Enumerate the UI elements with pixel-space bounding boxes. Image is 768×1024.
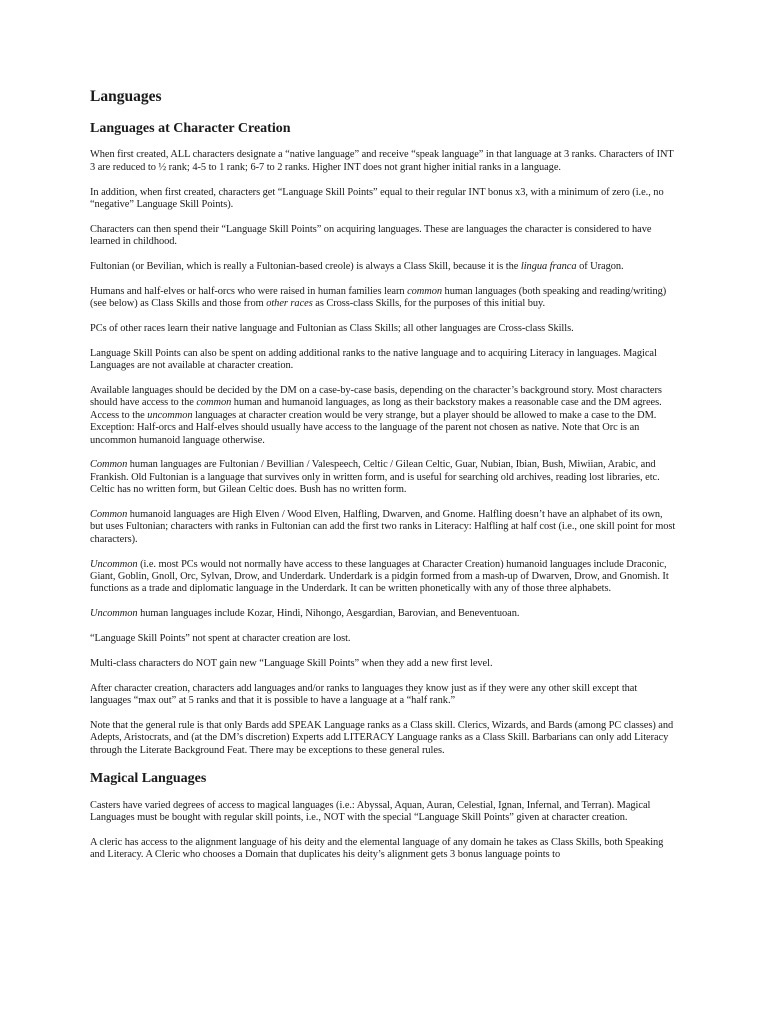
paragraph: Multi-class characters do NOT gain new “Language Skill Points” when they add a new first level. [90,657,493,669]
paragraph: Common humanoid languages are High Elven / Wood Elven, Halfling, Dwarven, and Gnome. Halfling doesn’t have an alphabet of its own, but uses Fultonian; characters with ranks in Fultonian can add the first two ranks in Literacy: Halfling at half cost (i.e., one skill point for most characters). [90,509,676,545]
document-page [90,88,678,874]
paragraph: “Language Skill Points” not spent at character creation are lost. [90,633,351,645]
paragraph: Uncommon human languages include Kozar, Hindi, Nihongo, Aesgardian, Barovian, and Beneventuoan. [90,608,520,620]
paragraph: Characters can then spend their “Language Skill Points” on acquiring languages. These are languages the character is considered to have learned in childhood. [90,223,652,248]
paragraph: When first created, ALL characters designate a “native language” and receive “speak language” in that language at 3 ranks. Characters of INT 3 are reduced to ½ rank; 4-5 to 1 rank; 6-7 to 2 ranks. Higher INT does not grant higher initial ranks in a language. [90,149,674,173]
section-heading-magical-languages: Magical Languages [90,771,207,787]
paragraph: In addition, when first created, characters get “Language Skill Points” equal to their regular INT bonus x3, with a minimum of zero (i.e., no “negative” Language Skill Points). [90,186,664,210]
section-heading-character-creation: Languages at Character Creation [90,120,291,136]
paragraph: After character creation, characters add languages and/or ranks to languages they know just as if they were any other skill except that languages “max out” at 5 ranks and that it is possible to have a language at a “half rank.” [90,682,638,707]
paragraph: Humans and half-elves or half-orcs who were raised in human families learn common human languages (both speaking and reading/writing) (see below) as Class Skills and those from other races as Cross-class Skills, for the purposes of this initial buy. [90,285,667,310]
page-title: Languages [90,88,162,105]
paragraph: PCs of other races learn their native language and Fultonian as Class Skills; all other languages are Cross-class Skills. [90,323,574,334]
paragraph: A cleric has access to the alignment language of his deity and the elemental language of any domain he takes as Class Skills, both Speaking and Literacy. A Cleric who chooses a Domain that duplicates his deity’s alignment gets 3 bonus language points to [90,837,664,861]
paragraph: Uncommon (i.e. most PCs would not normally have access to these languages at Character Creation) humanoid languages include Draconic, Giant, Goblin, Gnoll, Orc, Sylvan, Drow, and Underdark. Underdark is a pidgin formed from a mash-up of Dwarven, Drow, and Gnomish. It functions as a trade and diplomatic language in the Underdark. It can be written phonetically with any of those three alphabets. [90,558,669,595]
paragraph: Common human languages are Fultonian / Bevillian / Valespeech, Celtic / Gilean Celtic, Guar, Nubian, Ibian, Bush, Miwiian, Arabic, and Frankish. Old Fultonian is a language that survives only in written form, and is useful for searching old archives, reading lost libraries, etc. Celtic has no written form, but Gilean Celtic does. Bush has no written form. [90,459,660,496]
paragraph: Available languages should be decided by the DM on a case-by-case basis, depending on the character’s background story. Most characters should have access to the common human and humanoid languages, as long as their backstory makes a reasonable case and the DM agrees. Access to the uncommon languages at character creation would be very strange, but a player should be allowed to make a case to the DM. Exception: Half-orcs and Half-elves should usually have access to the language of the parent not chosen as native. Note that Orc is an uncommon humanoid language otherwise. [90,385,662,446]
paragraph: Casters have varied degrees of access to magical languages (i.e.: Abyssal, Aquan, Auran, Celestial, Ignan, Infernal, and Terran). Magical Languages must be bought with regular skill points, i.e., NOT with the special “Language Skill Points” given at character creation. [90,799,651,824]
paragraph: Language Skill Points can also be spent on adding additional ranks to the native language and to acquiring Literacy in languages. Magical Languages are not available at character creation. [90,347,657,372]
paragraph: Note that the general rule is that only Bards add SPEAK Language ranks as a Class skill. Clerics, Wizards, and Bards (among PC classes) and Adepts, Aristocrats, and (at the DM’s discretion) Experts add LITERACY Language ranks as a Class Skill. Barbarians can only add Literacy through the Literate Background Feat. There may be exceptions to these general rules. [90,719,674,756]
paragraph: Fultonian (or Bevilian, which is really a Fultonian-based creole) is always a Class Skill, because it is the lingua franca of Uragon. [90,261,624,272]
